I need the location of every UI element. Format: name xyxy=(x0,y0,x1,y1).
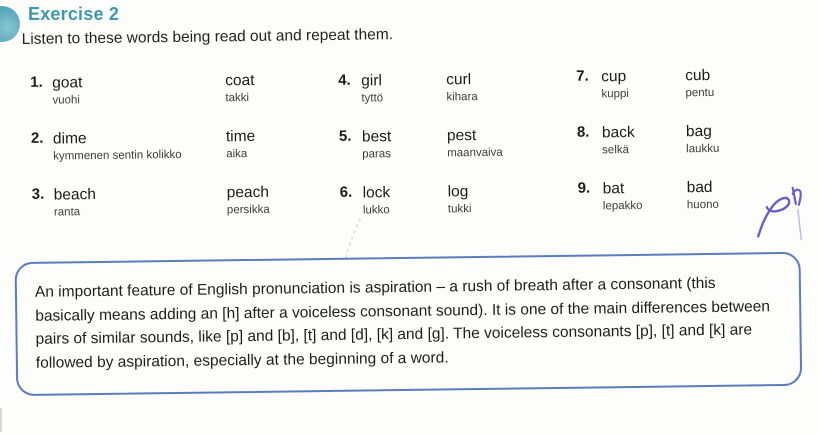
pair-translation: lukko xyxy=(362,204,390,217)
pair-translation: vuohi xyxy=(52,94,81,107)
pair-number: 9. xyxy=(577,179,591,197)
pair-translation: paras xyxy=(362,148,392,161)
word-pair-row xyxy=(32,183,270,220)
pair-translation: maanvaiva xyxy=(447,146,503,160)
scan-edge-artifact xyxy=(0,408,2,432)
pair-word: cub xyxy=(685,66,711,85)
word-pairs-grid xyxy=(24,64,812,264)
pair-word: pest xyxy=(446,127,477,145)
pair-word: goat xyxy=(52,74,83,92)
instruction-text: Listen to these words being read out and repeat them. xyxy=(21,26,394,48)
pair-number: 7. xyxy=(576,67,589,85)
pair-translation: persikka xyxy=(226,203,270,217)
pair-number: 5. xyxy=(338,127,352,145)
pair-word: time xyxy=(225,127,256,146)
word-pairs-column-2 xyxy=(338,70,504,240)
word-pair-row xyxy=(576,66,719,102)
pair-word: bad xyxy=(686,178,713,197)
word-pair-row xyxy=(338,70,502,106)
word-pair-row xyxy=(577,122,720,158)
pair-translation: pentu xyxy=(685,86,715,100)
pair-word: curl xyxy=(446,71,472,89)
pair-translation: takki xyxy=(225,91,250,105)
note-text: An important feature of English pronunciation is aspiration – a rush of breath after a consonant (this basically means adding an [h] after a voiceless consonant sound). It is one of the main differences between pairs of similar sounds, like [p] and [b], [t] and [d], [k] and [g]. The voiceless consonants [p], [t] and [k] are followed by aspiration, especially at the beginning of a word. xyxy=(34,274,770,372)
word-pair-row xyxy=(30,71,268,108)
pair-word: bat xyxy=(602,180,625,198)
pair-number: 6. xyxy=(339,183,353,201)
pair-word: peach xyxy=(226,183,270,202)
pair-word: coat xyxy=(225,71,255,90)
pair-translation: aika xyxy=(226,148,248,161)
pair-word: back xyxy=(601,123,635,142)
word-pairs-column-3 xyxy=(576,66,720,236)
pair-translation: tukki xyxy=(447,203,472,216)
pair-word: beach xyxy=(53,186,97,204)
handwritten-ph-annotation xyxy=(748,180,811,247)
word-pair-row xyxy=(340,182,504,218)
pair-number: 2. xyxy=(30,129,44,147)
pair-word: dime xyxy=(52,130,87,148)
pair-translation: kymmenen sentin kolikko xyxy=(53,148,182,163)
pair-number: 8. xyxy=(576,123,590,141)
word-pair-row xyxy=(31,127,269,164)
pair-word: bag xyxy=(685,122,712,141)
pair-word: lock xyxy=(362,184,391,202)
pair-number: 1. xyxy=(30,73,43,91)
pair-word: log xyxy=(447,183,469,201)
pair-translation: huono xyxy=(686,198,719,212)
pair-word: cup xyxy=(601,68,627,86)
pair-translation: kuppi xyxy=(601,88,629,101)
pair-translation: ranta xyxy=(53,206,81,219)
pair-word: best xyxy=(361,128,392,146)
word-pairs-column-1 xyxy=(30,71,270,242)
pair-translation: laukku xyxy=(686,142,720,156)
pair-number: 4. xyxy=(338,71,351,89)
pair-word: girl xyxy=(361,72,382,90)
pair-number: 3. xyxy=(31,185,45,203)
pair-translation: lepakko xyxy=(602,199,643,213)
note-box xyxy=(15,252,803,396)
pair-translation: selkä xyxy=(602,144,630,157)
exercise-title: Exercise 2 xyxy=(28,4,120,24)
word-pair-row xyxy=(578,178,721,214)
pair-translation: tyttö xyxy=(361,92,384,105)
word-pair-row xyxy=(339,126,503,162)
pair-translation: kihara xyxy=(446,90,478,104)
